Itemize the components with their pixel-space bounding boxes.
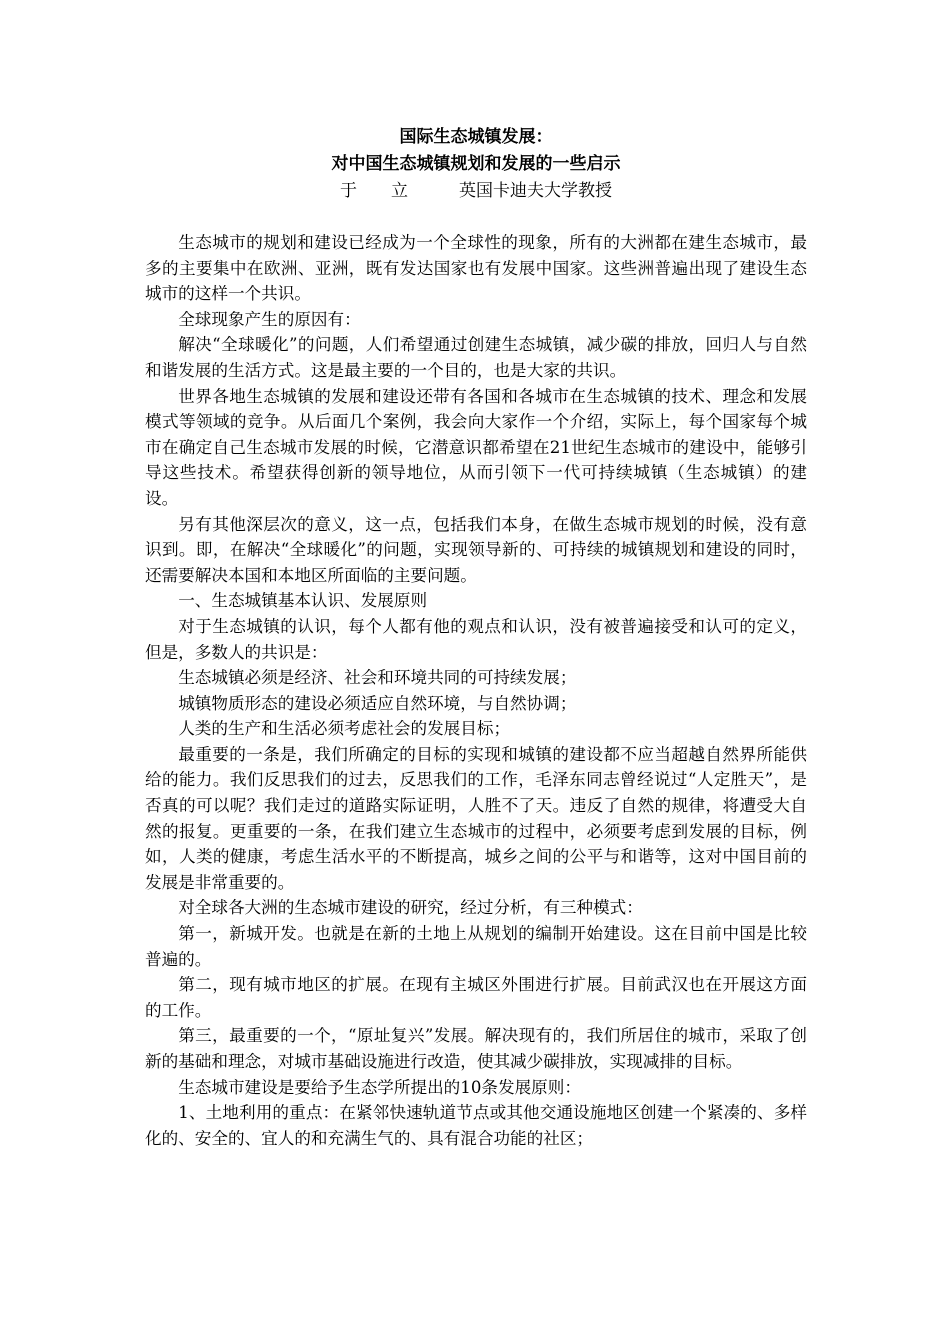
- paragraph: 第二，现有城市地区的扩展。在现有主城区外围进行扩展。目前武汉也在开展这方面的工作。: [145, 975, 807, 1020]
- author-line: 于 立 英国卡迪夫大学教授: [340, 181, 612, 201]
- paragraph: 对于生态城镇的认识，每个人都有他的观点和认识，没有被普遍接受和认可的定义，但是，多数人的共识是：: [145, 616, 807, 662]
- paragraph: 生态城镇必须是经济、社会和环境共同的可持续发展；: [178, 668, 577, 688]
- paragraph: 解决“全球暖化”的问题，人们希望通过创建生态城镇，减少碳的排放，回归人与自然和谐发展的生活方式。这是最主要的一个目的，也是大家的共识。: [145, 335, 807, 380]
- document-body: [145, 230, 807, 1151]
- paragraph: 世界各地生态城镇的发展和建设还带有各国和各城市在生态城镇的技术、理念和发展模式等领域的竞争。从后面几个案例，我会向大家作一个介绍，实际上，每个国家每个城市在确定自己生态城市发展的时候，它潜意识都希望在21世纪生态城市的建设中，能够引导这些技术。希望获得创新的领导地位，从而引领下一代可持续城镇（生态城镇）的建设。: [145, 386, 807, 508]
- paragraph: 最重要的一条是，我们所确定的目标的实现和城镇的建设都不应当超越自然界所能供给的能力。我们反思我们的过去，反思我们的工作，毛泽东同志曾经说过“人定胜天”，是否真的可以呢？我们走过的道路实际证明，人胜不了天。违反了自然的规律，将遭受大自然的报复。更重要的一条，在我们建立生态城市的过程中，必须要考虑到发展的目标，例如，人类的健康，考虑生活水平的不断提高，城乡之间的公平与和谐等，这对中国目前的发展是非常重要的。: [145, 744, 807, 892]
- paragraph: 第三，最重要的一个，“原址复兴”发展。解决现有的，我们所居住的城市，采取了创新的基础和理念，对城市基础设施进行改造，使其减少碳排放，实现减排的目标。: [145, 1026, 807, 1071]
- paragraph: 生态城市的规划和建设已经成为一个全球性的现象，所有的大洲都在建生态城市，最多的主要集中在欧洲、亚洲，既有发达国家也有发展中国家。这些洲普遍出现了建设生态城市的这样一个共识。: [145, 233, 807, 304]
- paragraph: 城镇物质形态的建设必须适应自然环境，与自然协调；: [178, 693, 577, 713]
- paragraph: 人类的生产和生活必须考虑社会的发展目标；: [178, 719, 511, 739]
- title-line-2: 对中国生态城镇规划和发展的一些启示: [331, 154, 621, 174]
- paragraph: 另有其他深层次的意义，这一点，包括我们本身，在做生态城市规划的时候，没有意识到。即，在解决“全球暖化”的问题，实现领导新的、可持续的城镇规划和建设的同时，还需要解决本国和本地区所面临的主要问题。: [145, 514, 807, 585]
- paragraph: 1、土地利用的重点：在紧邻快速轨道节点或其他交通设施地区创建一个紧凑的、多样化的、安全的、宜人的和充满生气的、具有混合功能的社区；: [145, 1103, 807, 1148]
- section-heading: 一、生态城镇基本认识、发展原则: [178, 591, 428, 611]
- paragraph: 对全球各大洲的生态城市建设的研究，经过分析，有三种模式：: [178, 898, 643, 918]
- paragraph: 第一，新城开发。也就是在新的土地上从规划的编制开始建设。这在目前中国是比较普遍的。: [145, 924, 807, 969]
- title-line-1: 国际生态城镇发展：: [399, 127, 553, 147]
- document-page: [145, 124, 807, 1151]
- paragraph: 全球现象产生的原因有：: [178, 309, 361, 329]
- paragraph: 生态城市建设是要给予生态学所提出的10条发展原则：: [178, 1077, 581, 1097]
